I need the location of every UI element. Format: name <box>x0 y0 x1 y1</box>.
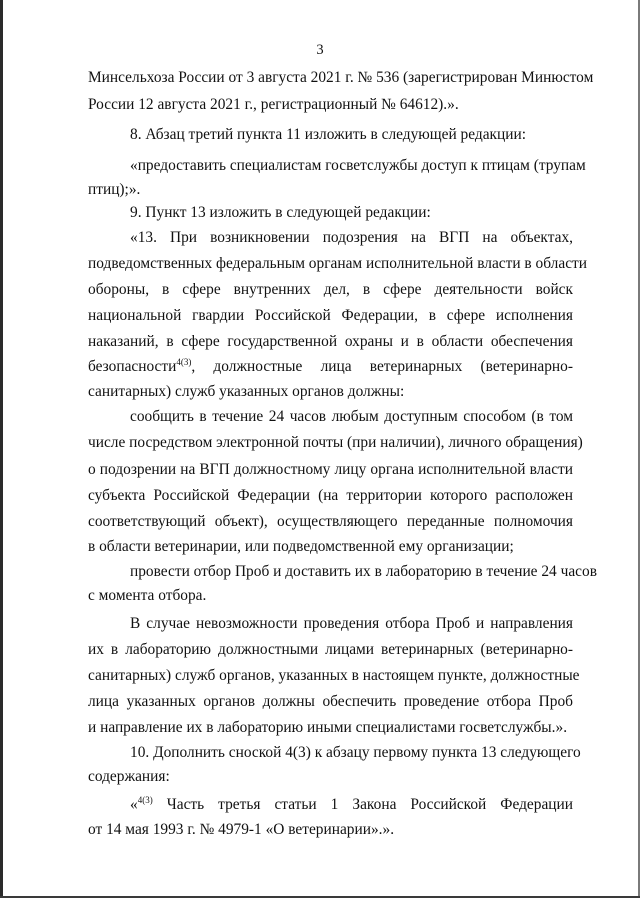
text-line: Минсельхоза России от 3 августа 2021 г. № 536 (зарегистрирован Минюстом <box>88 69 594 86</box>
text-line: В случае невозможности проведения отбора Проб и направления <box>130 615 573 632</box>
text-line: провести отбор Проб и доставить их в лабораторию в течение 24 часов <box>130 563 597 580</box>
text-line: наказаний, в сфере государственной охраны и в области обеспечения <box>88 333 573 350</box>
text-line: 10. Дополнить сноской 4(3) к абзацу первому пункта 13 следующего <box>130 744 581 761</box>
footnote-ref: 4(3) <box>176 357 192 367</box>
text-line <box>130 795 573 815</box>
text-line: национальной гвардии Российской Федерации, в сфере исполнения <box>88 307 573 324</box>
text-run: Часть третья статьи 1 Закона Российской Федерации <box>152 796 573 813</box>
text-line: и направление их в лабораторию иными специалистами госветслужбы.». <box>88 719 568 736</box>
text-line: санитарных) служб органов, указанных в настоящем пункте, должностные <box>88 667 580 684</box>
text-line: 9. Пункт 13 изложить в следующей редакции: <box>130 204 431 221</box>
text-line: санитарных) служб указанных органов должны: <box>88 383 405 400</box>
text-line: сообщить в течение 24 часов любым доступным способом (в том <box>130 408 573 425</box>
text-run: безопасности <box>88 358 177 375</box>
text-line: их в лабораторию должностными лицами ветеринарных (ветеринарно- <box>88 641 573 658</box>
page-number: 3 <box>316 42 324 58</box>
text-line: о подозрении на ВГП должностному лицу органа исполнительной власти <box>88 461 573 478</box>
text-run: , должностные лица ветеринарных (ветеринарно- <box>191 358 573 375</box>
footnote-ref: 4(3) <box>137 795 153 805</box>
page-edge-left <box>0 0 3 898</box>
text-line: обороны, в сфере внутренних дел, в сфере деятельности войск <box>88 281 573 298</box>
text-line: от 14 мая 1993 г. № 4979-1 «О ветеринарии».». <box>88 821 395 838</box>
text-line: «13. При возникновении подозрения на ВГП на объектах, <box>130 229 573 246</box>
text-line: России 12 августа 2021 г., регистрационный № 64612).». <box>88 96 459 113</box>
text-line: содержания: <box>88 768 170 785</box>
text-line: лица указанных органов должны обеспечить проведение отбора Проб <box>88 693 573 710</box>
text-line: подведомственных федеральным органам исполнительной власти в области <box>88 255 587 272</box>
text-line: соответствующий объект), осуществляющего переданные полномочия <box>88 513 573 530</box>
text-line: числе посредством электронной почты (при наличии), личного обращения) <box>88 434 583 451</box>
text-line: в области ветеринарии, или подведомственной ему организации; <box>88 538 514 555</box>
text-line: с момента отбора. <box>88 587 207 604</box>
text-line: 8. Абзац третий пункта 11 изложить в следующей редакции: <box>130 126 526 143</box>
text-run: « <box>130 796 138 813</box>
text-line: птиц);». <box>88 181 141 198</box>
text-line <box>88 357 573 377</box>
text-line: субъекта Российской Федерации (на территории которого расположен <box>88 487 573 504</box>
text-line: «предоставить специалистам госветслужбы доступ к птицам (трупам <box>130 157 586 174</box>
